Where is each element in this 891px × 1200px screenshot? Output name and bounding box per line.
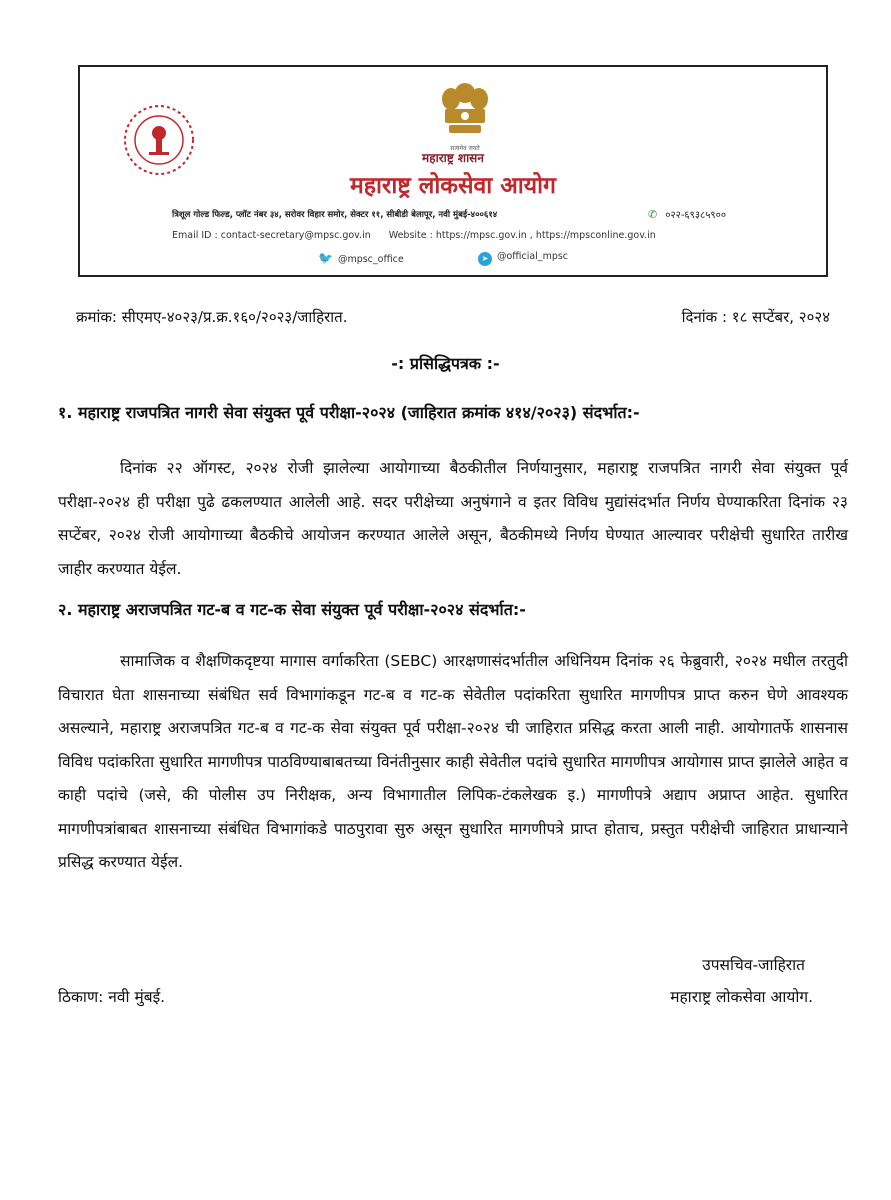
twitter-icon: 🐦 xyxy=(318,251,333,265)
phone xyxy=(648,207,726,221)
emblem-motto: सत्यमेव जयते xyxy=(450,145,480,152)
place: ठिकाण: नवी मुंबई. xyxy=(58,988,166,1006)
letterhead xyxy=(78,65,828,277)
phone-icon: ✆ xyxy=(648,208,658,221)
twitter-handle-text: @mpsc_office xyxy=(337,254,404,265)
press-release-heading: -: प्रसिद्धिपत्रक :- xyxy=(391,354,500,373)
commission-title: महाराष्ट्र लोकसेवा आयोग xyxy=(350,173,556,199)
section1-title: १. महाराष्ट्र राजपत्रित नागरी सेवा संयुक्त पूर्व परीक्षा-२०२४ (जाहिरात क्रमांक ४१४/२०२३) संदर्भात:- xyxy=(58,403,640,422)
reference-date: दिनांक : १८ सप्टेंबर, २०२४ xyxy=(681,308,830,326)
office-address: त्रिशूल गोल्ड फिल्ड, प्लॉट नंबर ३४, सरोवर विहार समोर, सेक्टर ११, सीबीडी बेलापूर, नवी मुंबई-४००६१४ xyxy=(172,210,498,220)
signatory-designation: उपसचिव-जाहिरात xyxy=(702,956,805,974)
reference-row xyxy=(76,307,830,327)
ashoka-emblem-icon xyxy=(437,79,493,143)
section2-body: सामाजिक व शैक्षणिकदृष्टया मागास वर्गाकरिता (SEBC) आरक्षणासंदर्भातील अधिनियम दिनांक २६ फेब्रुवारी, २०२४ मधील तरतुदी विचारात घेता शासनाच्या संबंधित सर्व विभागांकडून गट-ब व गट-क सेवेतील पदांकरिता सुधारित मागणीपत्र प्राप्त करुन घेणे आवश्यक असल्याने, महाराष्ट्र अराजपत्रित गट-ब व गट-क सेवा संयुक्त पूर्व परीक्षा-२०२४ ची जाहिरात प्रसिद्ध करता आली नाही. आयोगातर्फे शासनास विविध पदांकरिता सुधारित मागणीपत्र पाठविण्याबाबतच्या विनंतीनुसार काही सेवेतील पदांचे सुधारित मागणीपत्र आयोगास प्राप्त झालेले आहेत व काही पदांचे (जसे, की पोलीस उप निरीक्षक, अन्य विभागातील लिपिक-टंकलेखक इ.) मागणीपत्रे अद्याप अप्राप्त आहेत. सुधारित मागणीपत्रांबाबत शासनाच्या संबंधित विभागांकडे पाठपुरावा सुरु असून सुधारित मागणीपत्रे प्राप्त होताच, प्रस्तुत परीक्षेची जाहिरात प्राधान्याने प्रसिद्ध करण्यात येईल. xyxy=(58,652,848,871)
reference-number: क्रमांक: सीएमए-४०२३/प्र.क्र.१६०/२०२३/जाहिरात. xyxy=(76,308,348,326)
section1-body: दिनांक २२ ऑगस्ट, २०२४ रोजी झालेल्या आयोगाच्या बैठकीतील निर्णयानुसार, महाराष्ट्र राजपत्रित नागरी सेवा संयुक्त पूर्व परीक्षा-२०२४ ही परीक्षा पुढे ढकलण्यात आलेली आहे. सदर परीक्षेच्या अनुषंगाने व इतर विविध मुद्यांसंदर्भात निर्णय घेण्याकरिता दिनांक २३ सप्टेंबर, २०२४ रोजी आयोगाच्या बैठकीचे आयोजन करण्यात आलेले असून, बैठकीमध्ये निर्णय घेण्यात आल्यावर परीक्षेची सुधारित तारीख जाहीर करण्यात येईल. xyxy=(58,459,848,578)
website-link[interactable]: Website : https://mpsc.gov.in , https://mpsconline.gov.in xyxy=(388,230,656,241)
telegram-icon: ➤ xyxy=(478,252,492,266)
phone-number: ०२२-६९३८५९०० xyxy=(665,210,727,221)
twitter-handle[interactable] xyxy=(318,251,404,265)
telegram-handle-text: @official_mpsc xyxy=(497,251,569,262)
contact-line xyxy=(172,230,656,241)
signatory-organization: महाराष्ट्र लोकसेवा आयोग. xyxy=(670,988,813,1006)
email-link[interactable]: Email ID : contact-secretary@mpsc.gov.in xyxy=(172,230,371,241)
telegram-handle[interactable] xyxy=(478,251,568,266)
government-label: महाराष्ट्र शासन xyxy=(422,151,484,165)
section2-title: २. महाराष्ट्र अराजपत्रित गट-ब व गट-क सेवा संयुक्त पूर्व परीक्षा-२०२४ संदर्भात:- xyxy=(58,600,526,619)
